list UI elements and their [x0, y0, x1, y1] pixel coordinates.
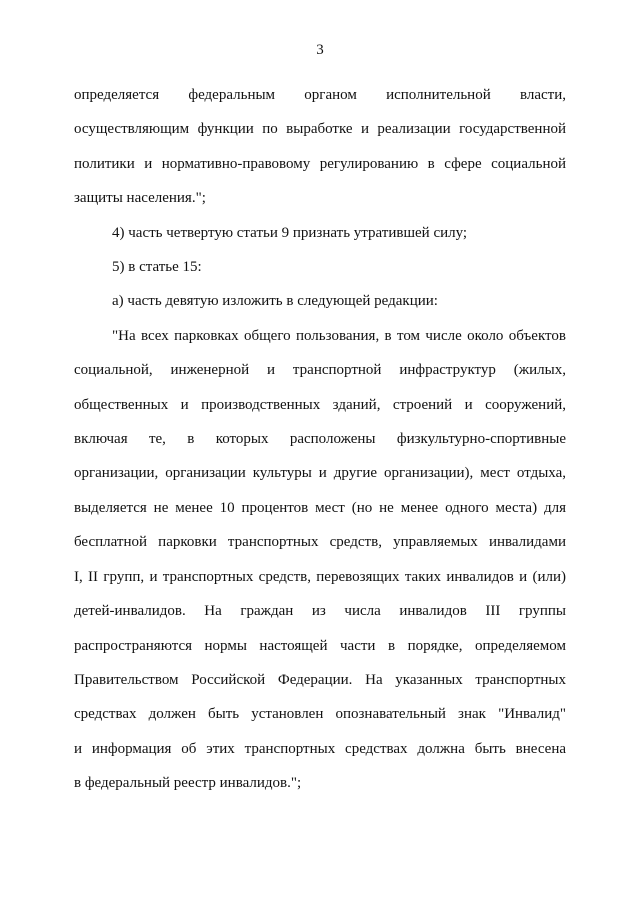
text-line: в федеральный реестр инвалидов.";	[74, 775, 302, 792]
paragraph-start-line: 4) часть четвертую статьи 9 признать утратившей силу;	[112, 224, 468, 241]
document-body	[74, 78, 566, 801]
text-line: защиты населения.";	[74, 190, 206, 207]
text-line: политики и нормативно-правовому регулированию в сфере социальной	[74, 155, 566, 172]
text-line: и информация об этих транспортных средствах должна быть внесена	[74, 740, 566, 757]
paragraph-start-line: а) часть девятую изложить в следующей редакции:	[112, 293, 438, 310]
text-line: определяется федеральным органом исполнительной власти,	[74, 87, 566, 103]
paragraph-start-line: 5) в статье 15:	[112, 259, 202, 276]
text-line: выделяется не менее 10 процентов мест (но не менее одного места) для	[74, 499, 566, 516]
text-line: социальной, инженерной и транспортной инфраструктур (жилых,	[74, 362, 566, 379]
text-line: Правительством Российской Федерации. На указанных транспортных	[74, 671, 566, 688]
quoted-paragraph-start-line: "На всех парковках общего пользования, в том числе около объектов	[112, 327, 566, 344]
text-line: организации, организации культуры и другие организации), мест отдыха,	[74, 465, 566, 482]
text-line: средствах должен быть установлен опознавательный знак "Инвалид"	[74, 706, 566, 723]
text-line: распространяются нормы настоящей части в порядке, определяемом	[74, 637, 566, 654]
text-line: детей-инвалидов. На граждан из числа инвалидов III группы	[74, 603, 566, 620]
text-line: общественных и производственных зданий, строений и сооружений,	[74, 396, 566, 413]
text-line: осуществляющим функции по выработке и реализации государственной	[74, 121, 566, 138]
text-line: бесплатной парковки транспортных средств, управляемых инвалидами	[74, 534, 566, 551]
text-line: включая те, в которых расположены физкультурно-спортивные	[74, 431, 566, 448]
page-number: 3	[316, 42, 324, 58]
text-line: I, II групп, и транспортных средств, перевозящих таких инвалидов и (или)	[74, 568, 566, 585]
